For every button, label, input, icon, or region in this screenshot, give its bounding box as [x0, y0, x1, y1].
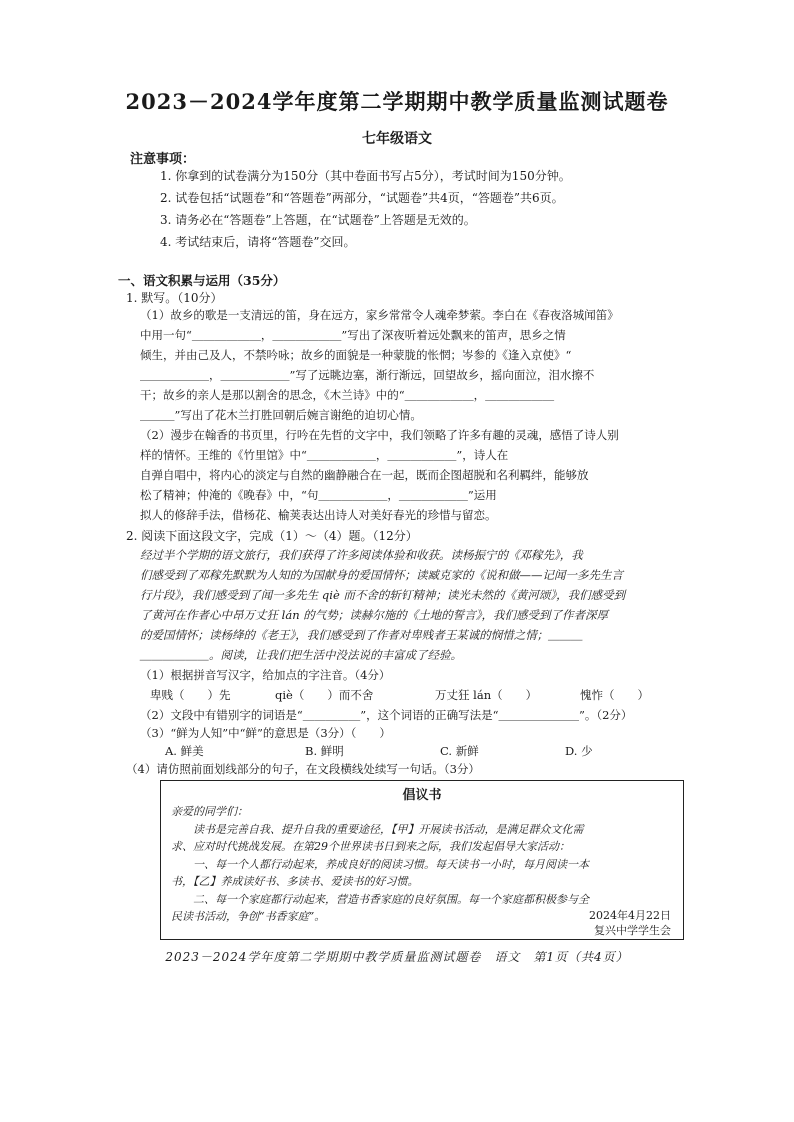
proposal-signature: 复兴中学学生会	[594, 924, 671, 937]
proposal-line: 书，【乙】养成读好书、多读书、爱读书的好习惯。	[171, 875, 419, 888]
notice-item: 3. 请务必在“答题卷”上答题，在“试题卷”上答题是无效的。	[160, 213, 476, 227]
question-heading: 1. 默写。（10分）	[126, 291, 223, 305]
notice-item: 2. 试卷包括“试题卷”和“答题卷”两部分，“试题卷”共4页，“答题卷”共6页。	[160, 191, 564, 205]
option-c: C. 新鲜	[440, 744, 479, 758]
question-heading: 2. 阅读下面这段文字，完成（1）～（4）题。（12分）	[126, 529, 418, 543]
exam-subtitle: 七年级语文	[362, 131, 432, 147]
option-a: A. 鲜美	[165, 744, 204, 758]
notice-item: 4. 考试结束后，请将“答题卷”交回。	[160, 235, 356, 249]
passage-line: 行片段》，我们感受到了闻一多先生 qiè 而不舍的斩钉精神；读光未然的《黄河颂》，我们感受到	[140, 588, 626, 602]
proposal-line: 亲爱的同学们：	[171, 805, 248, 818]
exam-title: 2023－2024学年度第二学期期中教学质量监测试题卷	[125, 89, 669, 114]
q1-line: 自弹自唱中，将内心的淡定与自然的幽静融合在一起，既而企图超脱和名利羁绊，能够放	[140, 468, 589, 482]
proposal-title: 倡议书	[402, 788, 442, 803]
q1-line: 样的情怀。王维的《竹里馆》中“＿＿＿＿＿＿，＿＿＿＿＿＿”，诗人在	[140, 448, 509, 462]
pinyin-item: 卑贱（ ）先	[150, 688, 231, 702]
passage-line: 们感受到了邓稼先默默为人知的为国献身的爱国情怀；读臧克家的《说和做——记闻一多先生言	[140, 568, 623, 582]
passage-line: ＿＿＿＿＿＿。阅读，让我们把生活中没法说的丰富成了经验。	[140, 648, 462, 662]
proposal-date: 2024年4月22日	[589, 909, 671, 922]
q2-sub-question: （4）请仿照前面划线部分的句子，在文段横线处续写一句话。（3分）	[126, 762, 480, 776]
q1-line: 中用一句“＿＿＿＿＿＿，＿＿＿＿＿＿”写出了深夜听着远处飘来的笛声，思乡之情	[140, 328, 566, 342]
q1-line: （1）故乡的歌是一支清远的笛，身在远方，家乡常常令人魂牵梦萦。李白在《春夜洛城闻笛》	[140, 308, 619, 322]
q1-line: 干；故乡的亲人是那以割舍的思念，《木兰诗》中的“＿＿＿＿＿＿，＿＿＿＿＿＿	[140, 388, 555, 402]
option-d: D. 少	[565, 744, 593, 758]
q1-line: 拟人的修辞手法，借杨花、榆荚表达出诗人对美好春光的珍惜与留恋。	[140, 508, 497, 522]
pinyin-item: 万丈狂 lán（ ）	[435, 688, 538, 702]
notice-heading: 注意事项：	[130, 152, 196, 167]
passage-line: 的爱国情怀；读杨绛的《老王》，我们感受到了作者对卑贱者王某诚的悯惜之情；＿＿＿	[140, 628, 583, 642]
passage-line: 了黄河在作者心中昂万丈狂 lán 的气势；读赫尔施的《土地的誓言》，我们感受到了作者深厚	[140, 608, 608, 622]
q1-line: ＿＿＿＿＿＿，＿＿＿＿＿＿”写了远眺边塞，渐行渐远，回望故乡，摇向面泣，泪水擦不	[140, 368, 595, 382]
page-footer: 2023－2024学年度第二学期期中教学质量监测试题卷 语文 第1页（共4页）	[165, 950, 629, 964]
proposal-line: 一、每一个人都行动起来，养成良好的阅读习惯。每天读书一小时，每月阅读一本	[171, 857, 589, 871]
q1-line: 松了精神；仲淹的《晚春》中，“句＿＿＿＿＿＿，＿＿＿＿＿＿”运用	[140, 488, 497, 502]
q1-line: （2）漫步在翰香的书页里，行吟在先哲的文字中，我们领略了许多有趣的灵魂，感悟了诗人别	[140, 428, 619, 442]
q1-line: 倾生，并由己及人，不禁吟咏；故乡的面貌是一种蒙胧的怅惘；岑参的《逢入京使》“	[140, 348, 572, 362]
proposal-line: 求、应对时代挑战发展。在第29个世界读书日到来之际，我们发起倡导大家活动：	[171, 840, 570, 853]
pinyin-item: qiè（ ）而不舍	[275, 688, 374, 702]
q2-sub-question: （2）文段中有错别字的词语是“＿＿＿＿＿”，这个词语的正确写法是“＿＿＿＿＿＿＿”。（2分）	[140, 708, 633, 722]
q1-line: ＿＿＿”写出了花木兰打胜回朝后婉言谢绝的迫切心情。	[140, 408, 422, 422]
section-heading: 一、语文积累与运用（35分）	[118, 273, 286, 288]
q2-sub-question: （1）根据拼音写汉字，给加点的字注音。（4分）	[140, 668, 391, 682]
proposal-line: 民读书活动，争创“书香家庭”。	[171, 910, 326, 923]
proposal-line: 读书是完善自我、提升自我的重要途径，【甲】开展读书活动，是满足群众文化需	[171, 822, 584, 836]
option-b: B. 鲜明	[305, 744, 344, 758]
proposal-line: 二、每一个家庭都行动起来，营造书香家庭的良好氛围。每一个家庭都积极参与全	[171, 892, 589, 906]
notice-item: 1. 你拿到的试卷满分为150分（其中卷面书写占5分），考试时间为150分钟。	[160, 169, 571, 183]
passage-line: 经过半个学期的语文旅行，我们获得了许多阅读体验和收获。读杨振宁的《邓稼先》，我	[140, 548, 583, 562]
proposal-box	[160, 780, 684, 940]
q2-sub-question: （3）“鲜为人知”中“鲜”的意思是（3分）（ ）	[140, 726, 391, 740]
pinyin-item: 愧怍（ ）	[580, 688, 649, 702]
